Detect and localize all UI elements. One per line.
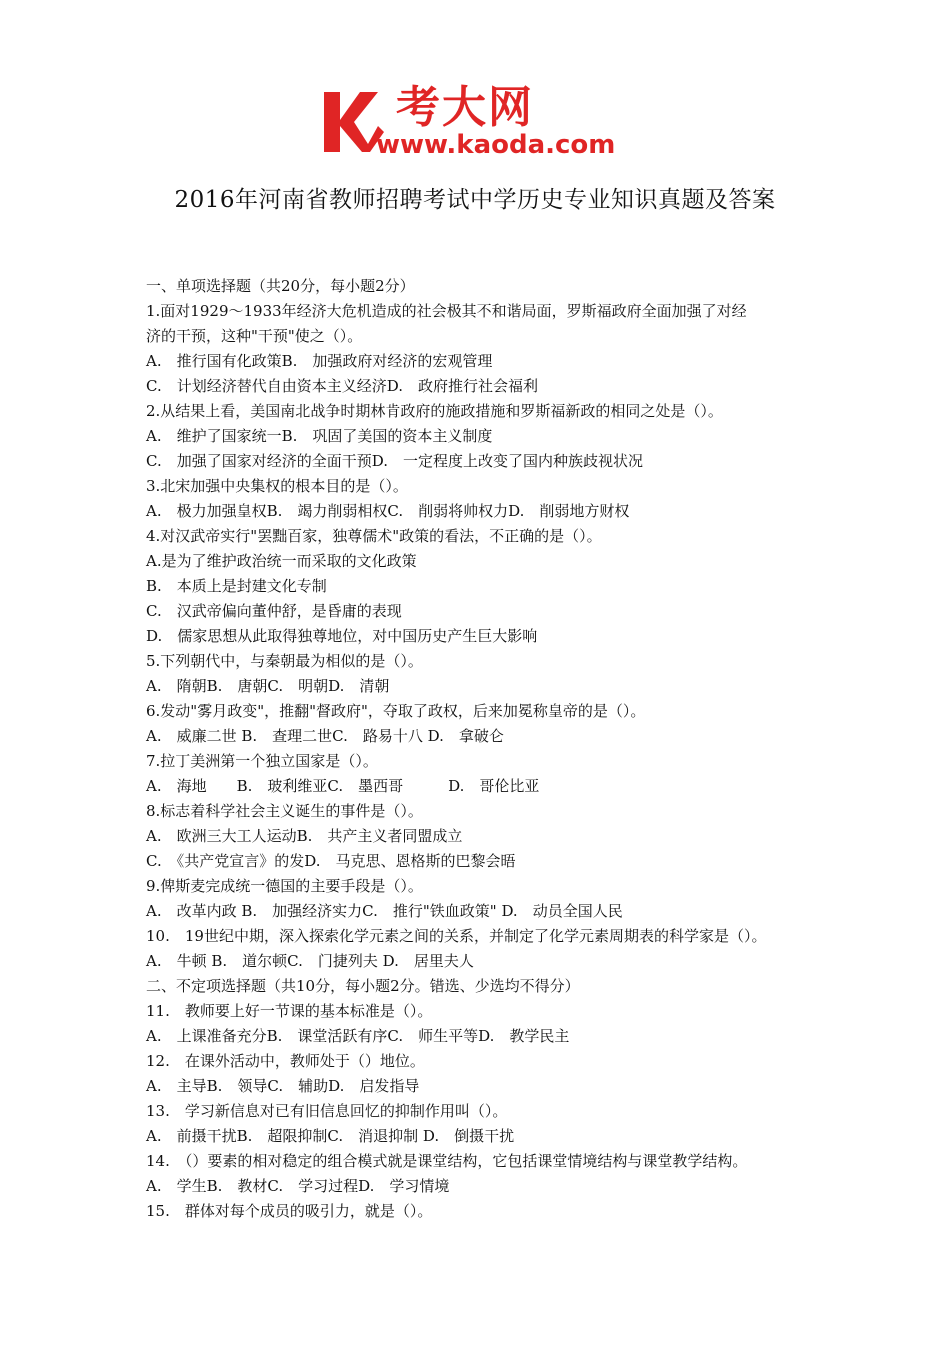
answer-options: A. 主导B. 领导C. 辅助D. 启发指导 bbox=[146, 1077, 420, 1095]
question-text: 9.俾斯麦完成统一德国的主要手段是（）。 bbox=[146, 877, 423, 895]
answer-options: A. 推行国有化政策B. 加强政府对经济的宏观管理 bbox=[146, 352, 493, 370]
question-text: 12. 在课外活动中，教师处于（）地位。 bbox=[146, 1052, 425, 1070]
answer-options: A. 改革内政 B. 加强经济实力C. 推行"铁血政策" D. 动员全国人民 bbox=[146, 902, 623, 920]
question-text: 13. 学习新信息对已有旧信息回忆的抑制作用叫（）。 bbox=[146, 1102, 508, 1120]
document-title: 2016年河南省教师招聘考试中学历史专业知识真题及答案 bbox=[174, 187, 776, 213]
answer-options: D. 儒家思想从此取得独尊地位，对中国历史产生巨大影响 bbox=[146, 627, 538, 645]
answer-options: A. 维护了国家统一B. 巩固了美国的资本主义制度 bbox=[146, 427, 493, 445]
question-text: 8.标志着科学社会主义诞生的事件是（）。 bbox=[146, 802, 423, 820]
answer-options: A. 威廉二世 B. 查理二世C. 路易十八 D. 拿破仑 bbox=[146, 727, 504, 745]
answer-options: A. 牛顿 B. 道尔顿C. 门捷列夫 D. 居里夫人 bbox=[146, 952, 474, 970]
section-heading: 二、不定项选择题（共10分，每小题2分。错选、少选均不得分） bbox=[146, 977, 580, 995]
answer-options: A. 隋朝B. 唐朝C. 明朝D. 清朝 bbox=[146, 677, 390, 695]
question-text: 6.发动"雾月政变"，推翻"督政府"，夺取了政权，后来加冕称皇帝的是（）。 bbox=[146, 702, 646, 720]
answer-options: C. 汉武帝偏向董仲舒，是昏庸的表现 bbox=[146, 602, 402, 620]
question-text: 5.下列朝代中，与秦朝最为相似的是（）。 bbox=[146, 652, 423, 670]
logo-brand-name: 考大网 bbox=[396, 82, 534, 133]
answer-options: A. 欧洲三大工人运动B. 共产主义者同盟成立 bbox=[146, 827, 463, 845]
question-text: 3.北宋加强中央集权的根本目的是（）。 bbox=[146, 477, 408, 495]
question-text: 14. （）要素的相对稳定的组合模式就是课堂结构，它包括课堂情境结构与课堂教学结构。 bbox=[146, 1152, 748, 1170]
answer-options: A. 上课准备充分B. 课堂活跃有序C. 师生平等D. 教学民主 bbox=[146, 1027, 570, 1045]
document-body bbox=[146, 274, 826, 1224]
question-text: 15. 群体对每个成员的吸引力，就是（）。 bbox=[146, 1202, 433, 1220]
section-heading: 一、单项选择题（共20分，每小题2分） bbox=[146, 277, 415, 295]
question-text: 4.对汉武帝实行"罢黜百家，独尊儒术"政策的看法，不正确的是（）。 bbox=[146, 527, 602, 545]
question-text: 1.面对1929～1933年经济大危机造成的社会极其不和谐局面，罗斯福政府全面加强了对经 bbox=[146, 302, 747, 320]
answer-options: B. 本质上是封建文化专制 bbox=[146, 577, 327, 595]
logo-url: www.kaoda.com bbox=[376, 130, 616, 160]
question-text: 11. 教师要上好一节课的基本标准是（）。 bbox=[146, 1002, 433, 1020]
answer-options: C. 加强了国家对经济的全面干预D. 一定程度上改变了国内种族歧视状况 bbox=[146, 452, 643, 470]
question-text: 7.拉丁美洲第一个独立国家是（）。 bbox=[146, 752, 378, 770]
answer-options: C. 计划经济替代自由资本主义经济D. 政府推行社会福利 bbox=[146, 377, 538, 395]
answer-options: A. 前摄干扰B. 超限抑制C. 消退抑制 D. 倒摄干扰 bbox=[146, 1127, 515, 1145]
answer-options: A. 学生B. 教材C. 学习过程D. 学习情境 bbox=[146, 1177, 450, 1195]
kaoda-logo bbox=[318, 82, 638, 166]
question-text: 10. 19世纪中期，深入探索化学元素之间的关系，并制定了化学元素周期表的科学家是（）。 bbox=[146, 927, 767, 945]
question-text: 2.从结果上看，美国南北战争时期林肯政府的施政措施和罗斯福新政的相同之处是（）。 bbox=[146, 402, 723, 420]
answer-options: A.是为了维护政治统一而采取的文化政策 bbox=[146, 552, 417, 570]
question-text: 济的干预，这种"干预"使之（）。 bbox=[146, 327, 363, 345]
answer-options: A. 极力加强皇权B. 竭力削弱相权C. 削弱将帅权力D. 削弱地方财权 bbox=[146, 502, 630, 520]
answer-options: C. 《共产党宣言》的发D. 马克思、恩格斯的巴黎会晤 bbox=[146, 852, 516, 870]
answer-options: A. 海地 B. 玻利维亚C. 墨西哥 D. 哥伦比亚 bbox=[146, 777, 540, 795]
